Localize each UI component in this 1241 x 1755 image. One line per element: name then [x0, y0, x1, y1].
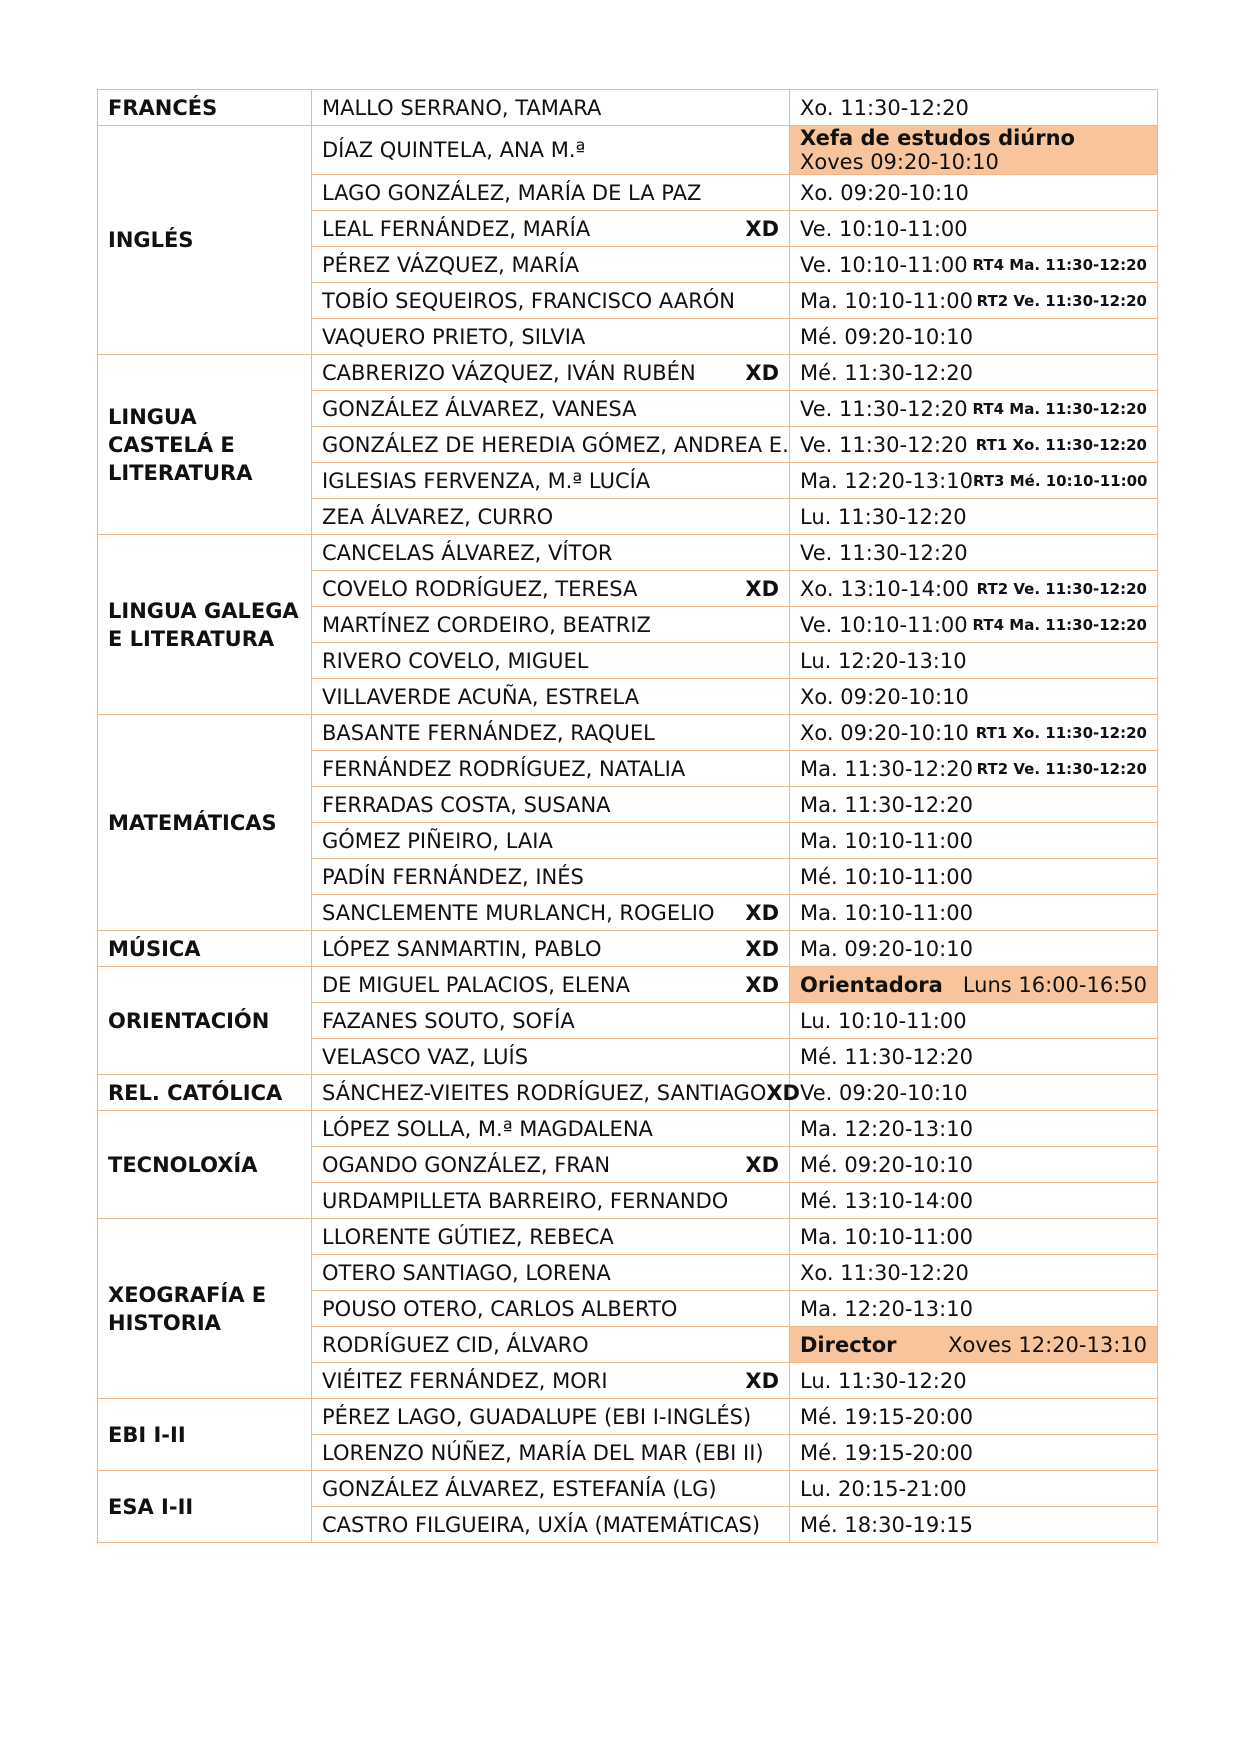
- xd-mark: XD: [745, 216, 779, 241]
- time-wrap: [800, 1225, 1147, 1249]
- teacher-name-wrap: [322, 253, 779, 277]
- teacher-name-wrap: [322, 1333, 779, 1357]
- time-wrap: [800, 1477, 1147, 1501]
- teacher-name-wrap: [322, 1153, 779, 1177]
- time-cell: [790, 1003, 1158, 1039]
- teacher-cell: [312, 126, 790, 175]
- subject-cell: FRANCÉS: [98, 90, 312, 126]
- time-wrap: [800, 829, 1147, 853]
- teacher-name-wrap: [322, 685, 779, 709]
- teacher-cell: [312, 823, 790, 859]
- teacher-name: LORENZO NÚÑEZ, MARÍA DEL MAR (EBI II): [322, 1440, 764, 1465]
- time-wrap: [800, 433, 1147, 457]
- xd-mark: XD: [745, 1368, 779, 1393]
- time-wrap: [800, 577, 1147, 601]
- attention-time: Lu. 10:10-11:00: [800, 1008, 967, 1033]
- time-wrap: [800, 1009, 1147, 1033]
- teacher-name-wrap: [322, 96, 779, 120]
- time-wrap: [800, 505, 1147, 529]
- time-cell: [790, 1219, 1158, 1255]
- teacher-name: RIVERO COVELO, MIGUEL: [322, 648, 589, 673]
- time-wrap: [800, 1297, 1147, 1321]
- time-cell: [790, 787, 1158, 823]
- teacher-name-wrap: [322, 138, 779, 162]
- attention-time: Ma. 10:10-11:00: [800, 1224, 973, 1249]
- time-wrap: [800, 96, 1147, 120]
- time-wrap: [800, 469, 1147, 493]
- xd-mark: XD: [745, 900, 779, 925]
- role-time: Xoves 12:20-13:10: [948, 1332, 1147, 1357]
- attention-time: Mé. 09:20-10:10: [800, 324, 974, 349]
- time-wrap: [800, 181, 1147, 205]
- teacher-name: LÓPEZ SANMARTIN, PABLO: [322, 936, 602, 961]
- time-cell: [790, 1291, 1158, 1327]
- subject-cell: REL. CATÓLICA: [98, 1075, 312, 1111]
- time-cell: [790, 499, 1158, 535]
- role-name: Orientadora: [800, 972, 943, 997]
- teacher-name-wrap: [322, 397, 779, 421]
- teacher-cell: [312, 1075, 800, 1111]
- teacher-cell: [312, 499, 790, 535]
- teacher-cell: [312, 319, 790, 355]
- subject-cell: MATEMÁTICAS: [98, 715, 312, 931]
- teacher-name-wrap: [322, 973, 779, 997]
- time-wrap: [800, 217, 1147, 241]
- rt-note: RT1 Xo. 11:30-12:20: [975, 435, 1147, 454]
- teacher-name: OGANDO GONZÁLEZ, FRAN: [322, 1152, 611, 1177]
- teacher-name: VAQUERO PRIETO, SILVIA: [322, 324, 586, 349]
- time-cell: [790, 319, 1158, 355]
- time-cell: [790, 1507, 1158, 1543]
- teacher-cell: [312, 571, 790, 607]
- time-wrap: [800, 325, 1147, 349]
- teacher-name: TOBÍO SEQUEIROS, FRANCISCO AARÓN: [322, 288, 736, 313]
- time-wrap: [800, 1081, 1147, 1105]
- teacher-cell: [312, 1363, 790, 1399]
- time-cell: [790, 1255, 1158, 1291]
- teacher-name-wrap: [322, 901, 779, 925]
- table-row: [98, 90, 1158, 126]
- teacher-name-wrap: [322, 1369, 779, 1393]
- subject-cell: LINGUA GALEGA E LITERATURA: [98, 535, 312, 715]
- table-row: [98, 535, 1158, 571]
- time-cell: [790, 427, 1158, 463]
- time-wrap: [800, 1153, 1147, 1177]
- teacher-name-wrap: [322, 613, 779, 637]
- teacher-cell: [312, 931, 790, 967]
- time-wrap: [800, 1369, 1147, 1393]
- teacher-name: GONZÁLEZ ÁLVAREZ, VANESA: [322, 396, 637, 421]
- table-row: [98, 355, 1158, 391]
- attention-time: Mé. 19:15-20:00: [800, 1404, 974, 1429]
- xd-mark: XD: [745, 936, 779, 961]
- teacher-name: DÍAZ QUINTELA, ANA M.ª: [322, 138, 586, 162]
- time-cell: [790, 571, 1158, 607]
- teacher-name: VILLAVERDE ACUÑA, ESTRELA: [322, 684, 640, 709]
- attention-time: Xo. 13:10-14:00: [800, 576, 969, 601]
- attention-time: Lu. 12:20-13:10: [800, 648, 967, 673]
- teacher-cell: [312, 1147, 790, 1183]
- time-cell: [790, 175, 1158, 211]
- teacher-name-wrap: [322, 1261, 779, 1285]
- time-wrap: [800, 541, 1147, 565]
- attention-time: Mé. 11:30-12:20: [800, 1044, 974, 1069]
- teacher-name-wrap: [322, 1477, 779, 1501]
- teacher-name-wrap: [322, 937, 779, 961]
- time-cell: [790, 1075, 1158, 1111]
- xd-mark: XD: [766, 1080, 800, 1105]
- time-cell: [790, 823, 1158, 859]
- teacher-cell: [312, 211, 790, 247]
- time-cell: [790, 1471, 1158, 1507]
- time-cell: [790, 391, 1158, 427]
- attention-time: Ma. 12:20-13:10: [800, 1116, 973, 1141]
- teacher-cell: [312, 1435, 790, 1471]
- teacher-name-wrap: [322, 361, 779, 385]
- teacher-name: MALLO SERRANO, TAMARA: [322, 95, 602, 120]
- attention-time: Ma. 09:20-10:10: [800, 936, 973, 961]
- time-cell: [790, 247, 1158, 283]
- time-cell: [790, 931, 1158, 967]
- teacher-name: CABRERIZO VÁZQUEZ, IVÁN RUBÉN: [322, 360, 696, 385]
- teacher-name: FERRADAS COSTA, SUSANA: [322, 792, 611, 817]
- teacher-name: ZEA ÁLVAREZ, CURRO: [322, 504, 554, 529]
- attention-time: Ma. 12:20-13:10: [800, 468, 973, 493]
- teacher-name-wrap: [322, 1189, 779, 1213]
- attention-time: Xo. 11:30-12:20: [800, 1260, 969, 1285]
- subject-cell: EBI I-II: [98, 1399, 312, 1471]
- subject-cell: ESA I-II: [98, 1471, 312, 1543]
- teacher-cell: [312, 607, 790, 643]
- teacher-cell: [312, 643, 790, 679]
- table-row: [98, 1471, 1158, 1507]
- teacher-name: COVELO RODRÍGUEZ, TERESA: [322, 576, 638, 601]
- teacher-name-wrap: [322, 1080, 800, 1105]
- teacher-cell: [312, 535, 790, 571]
- time-cell: [790, 895, 1158, 931]
- time-cell: [790, 283, 1158, 319]
- teacher-name: PÉREZ LAGO, GUADALUPE (EBI I-INGLÉS): [322, 1404, 752, 1429]
- rt-note: RT2 Ve. 11:30-12:20: [976, 579, 1147, 598]
- time-cell: [790, 715, 1158, 751]
- time-wrap: [800, 1261, 1147, 1285]
- attention-time: Lu. 11:30-12:20: [800, 1368, 967, 1393]
- time-cell: [790, 1039, 1158, 1075]
- time-cell: [790, 1147, 1158, 1183]
- attention-time: Ma. 11:30-12:20: [800, 756, 973, 781]
- role-time: Luns 16:00-16:50: [962, 972, 1147, 997]
- table-row: [98, 1219, 1158, 1255]
- time-cell: [790, 1183, 1158, 1219]
- teacher-cell: [312, 90, 790, 126]
- time-wrap: [800, 613, 1147, 637]
- teacher-cell: [312, 427, 790, 463]
- time-wrap: [800, 1405, 1147, 1429]
- attention-time: Lu. 11:30-12:20: [800, 504, 967, 529]
- attention-time: Ve. 10:10-11:00: [800, 252, 968, 277]
- teacher-name-wrap: [322, 1225, 779, 1249]
- xd-mark: XD: [745, 576, 779, 601]
- role-wrap: [800, 973, 1147, 997]
- time-wrap: [800, 289, 1147, 313]
- teacher-name-wrap: [322, 757, 779, 781]
- subject-cell: XEOGRAFÍA E HISTORIA: [98, 1219, 312, 1399]
- time-wrap: [800, 865, 1147, 889]
- teacher-name-wrap: [322, 432, 789, 457]
- teacher-name-wrap: [322, 289, 779, 313]
- role-time: Xoves 09:20-10:10: [800, 150, 999, 174]
- teacher-name-wrap: [322, 325, 779, 349]
- schedule-table: [97, 89, 1158, 1543]
- teacher-cell: [312, 175, 790, 211]
- teacher-name: PADÍN FERNÁNDEZ, INÉS: [322, 864, 584, 889]
- rt-note: RT4 Ma. 11:30-12:20: [972, 255, 1147, 274]
- teacher-name-wrap: [322, 793, 779, 817]
- teacher-name: IGLESIAS FERVENZA, M.ª LUCÍA: [322, 468, 651, 493]
- attention-time: Mé. 10:10-11:00: [800, 864, 974, 889]
- teacher-name: BASANTE FERNÁNDEZ, RAQUEL: [322, 720, 655, 745]
- teacher-cell: [312, 1399, 790, 1435]
- time-wrap: [800, 397, 1147, 421]
- teacher-name-wrap: [322, 217, 779, 241]
- role-name: Director: [800, 1332, 897, 1357]
- teacher-cell: [312, 1507, 790, 1543]
- teacher-name-wrap: [322, 1405, 779, 1429]
- xd-mark: XD: [745, 972, 779, 997]
- teacher-name: LLORENTE GÚTIEZ, REBECA: [322, 1224, 614, 1249]
- table-row: [98, 1111, 1158, 1147]
- role-cell: [790, 126, 1158, 175]
- rt-note: RT4 Ma. 11:30-12:20: [972, 615, 1147, 634]
- teacher-name-wrap: [322, 865, 779, 889]
- teacher-name-wrap: [322, 829, 779, 853]
- teacher-cell: [312, 715, 790, 751]
- teacher-name: DE MIGUEL PALACIOS, ELENA: [322, 972, 630, 997]
- teacher-cell: [312, 1471, 790, 1507]
- time-wrap: [800, 1045, 1147, 1069]
- time-wrap: [800, 793, 1147, 817]
- teacher-name: GONZÁLEZ ÁLVAREZ, ESTEFANÍA (LG): [322, 1476, 717, 1501]
- role-cell: [790, 1327, 1158, 1363]
- teacher-cell: [312, 679, 790, 715]
- time-wrap: [800, 649, 1147, 673]
- teacher-cell: [312, 283, 790, 319]
- time-cell: [790, 355, 1158, 391]
- teacher-name: GÓMEZ PIÑEIRO, LAIA: [322, 828, 553, 853]
- attention-time: Xo. 09:20-10:10: [800, 180, 969, 205]
- teacher-name: SANCLEMENTE MURLANCH, ROGELIO: [322, 900, 715, 925]
- teacher-name-wrap: [322, 1297, 779, 1321]
- teacher-name: URDAMPILLETA BARREIRO, FERNANDO: [322, 1188, 729, 1213]
- subject-cell: INGLÉS: [98, 126, 312, 355]
- table-row: [98, 715, 1158, 751]
- teacher-name: SÁNCHEZ-VIEITES RODRÍGUEZ, SANTIAGO: [322, 1080, 767, 1105]
- subject-cell: LINGUA CASTELÁ E LITERATURA: [98, 355, 312, 535]
- attention-time: Mé. 13:10-14:00: [800, 1188, 974, 1213]
- attention-time: Ma. 10:10-11:00: [800, 828, 973, 853]
- table-row: [98, 967, 1158, 1003]
- teacher-name-wrap: [322, 577, 779, 601]
- attention-time: Ve. 10:10-11:00: [800, 216, 968, 241]
- teacher-name: VIÉITEZ FERNÁNDEZ, MORI: [322, 1368, 608, 1393]
- teacher-cell: [312, 1111, 790, 1147]
- teacher-name: GONZÁLEZ DE HEREDIA GÓMEZ, ANDREA E.: [322, 432, 789, 457]
- role-wrap: [800, 1333, 1147, 1357]
- rt-note: RT1 Xo. 11:30-12:20: [975, 723, 1147, 742]
- time-wrap: [800, 361, 1147, 385]
- teacher-name-wrap: [322, 1117, 779, 1141]
- attention-time: Mé. 18:30-19:15: [800, 1512, 974, 1537]
- teacher-cell: [312, 751, 790, 787]
- time-cell: [790, 1363, 1158, 1399]
- attention-time: Ma. 11:30-12:20: [800, 792, 973, 817]
- teacher-name-wrap: [322, 505, 779, 529]
- table-row: [98, 126, 1158, 175]
- teacher-cell: [312, 1183, 790, 1219]
- time-wrap: [800, 757, 1147, 781]
- teacher-name: PÉREZ VÁZQUEZ, MARÍA: [322, 252, 580, 277]
- teacher-cell: [312, 1039, 790, 1075]
- teacher-name: MARTÍNEZ CORDEIRO, BEATRIZ: [322, 612, 651, 637]
- teacher-cell: [312, 355, 790, 391]
- attention-time: Mé. 09:20-10:10: [800, 1152, 974, 1177]
- attention-time: Mé. 19:15-20:00: [800, 1440, 974, 1465]
- attention-time: Ve. 10:10-11:00: [800, 612, 968, 637]
- teacher-name-wrap: [322, 469, 779, 493]
- teacher-name-wrap: [322, 181, 779, 205]
- teacher-cell: [312, 463, 790, 499]
- time-cell: [790, 535, 1158, 571]
- time-wrap: [800, 937, 1147, 961]
- time-cell: [790, 1111, 1158, 1147]
- time-cell: [790, 859, 1158, 895]
- table-row: [98, 931, 1158, 967]
- attention-time: Ve. 09:20-10:10: [800, 1080, 968, 1105]
- teacher-name: CASTRO FILGUEIRA, UXÍA (MATEMÁTICAS): [322, 1512, 761, 1537]
- attention-time: Mé. 11:30-12:20: [800, 360, 974, 385]
- time-wrap: [800, 1513, 1147, 1537]
- teacher-name-wrap: [322, 721, 779, 745]
- teacher-name: OTERO SANTIAGO, LORENA: [322, 1260, 611, 1285]
- teacher-name: CANCELAS ÁLVAREZ, VÍTOR: [322, 540, 613, 565]
- attention-time: Xo. 11:30-12:20: [800, 95, 969, 120]
- time-wrap: [800, 1189, 1147, 1213]
- teacher-name-wrap: [322, 1009, 779, 1033]
- time-wrap: [800, 1117, 1147, 1141]
- teacher-name: VELASCO VAZ, LUÍS: [322, 1044, 529, 1069]
- time-cell: [790, 643, 1158, 679]
- teacher-cell: [312, 859, 790, 895]
- attention-time: Ma. 10:10-11:00: [800, 900, 973, 925]
- teacher-name: LÓPEZ SOLLA, M.ª MAGDALENA: [322, 1116, 653, 1141]
- teacher-name: LEAL FERNÁNDEZ, MARÍA: [322, 216, 591, 241]
- teacher-cell: [312, 1003, 790, 1039]
- teacher-name: RODRÍGUEZ CID, ÁLVARO: [322, 1332, 589, 1357]
- teacher-cell: [312, 787, 790, 823]
- role-name: Xefa de estudos diúrno: [800, 126, 1075, 150]
- teacher-cell: [312, 1291, 790, 1327]
- time-cell: [790, 211, 1158, 247]
- time-cell: [790, 607, 1158, 643]
- role-cell: [790, 967, 1158, 1003]
- teacher-cell: [312, 391, 790, 427]
- time-wrap: [800, 253, 1147, 277]
- time-cell: [790, 463, 1158, 499]
- attention-time: Ma. 10:10-11:00: [800, 288, 973, 313]
- time-wrap: [800, 1441, 1147, 1465]
- time-wrap: [800, 901, 1147, 925]
- teacher-name-wrap: [322, 649, 779, 673]
- time-cell: [790, 679, 1158, 715]
- teacher-name-wrap: [322, 541, 779, 565]
- teacher-cell: [312, 1327, 790, 1363]
- rt-note: RT2 Ve. 11:30-12:20: [976, 759, 1147, 778]
- xd-mark: XD: [745, 1152, 779, 1177]
- schedule-body: [98, 90, 1158, 1543]
- teacher-cell: [312, 895, 790, 931]
- subject-cell: MÚSICA: [98, 931, 312, 967]
- rt-note: RT3 Mé. 10:10-11:00: [972, 471, 1148, 490]
- teacher-cell: [312, 247, 790, 283]
- subject-cell: TECNOLOXÍA: [98, 1111, 312, 1219]
- teacher-cell: [312, 1219, 790, 1255]
- teacher-name-wrap: [322, 1513, 779, 1537]
- teacher-name-wrap: [322, 1441, 779, 1465]
- time-cell: [790, 1435, 1158, 1471]
- attention-time: Ve. 11:30-12:20: [800, 396, 968, 421]
- time-wrap: [800, 721, 1147, 745]
- time-wrap: [800, 685, 1147, 709]
- subject-cell: ORIENTACIÓN: [98, 967, 312, 1075]
- teacher-name: LAGO GONZÁLEZ, MARÍA DE LA PAZ: [322, 180, 702, 205]
- teacher-name: FAZANES SOUTO, SOFÍA: [322, 1008, 575, 1033]
- teacher-name-wrap: [322, 1045, 779, 1069]
- teacher-cell: [312, 1255, 790, 1291]
- attention-time: Ve. 11:30-12:20: [800, 540, 968, 565]
- table-row: [98, 1399, 1158, 1435]
- time-cell: [790, 90, 1158, 126]
- rt-note: RT4 Ma. 11:30-12:20: [972, 399, 1147, 418]
- attention-time: Xo. 09:20-10:10: [800, 684, 969, 709]
- attention-time: Lu. 20:15-21:00: [800, 1476, 967, 1501]
- table-row: [98, 1075, 1158, 1111]
- teacher-name: POUSO OTERO, CARLOS ALBERTO: [322, 1296, 678, 1321]
- attention-time: Ma. 12:20-13:10: [800, 1296, 973, 1321]
- attention-time: Ve. 11:30-12:20: [800, 432, 968, 457]
- xd-mark: XD: [745, 360, 779, 385]
- time-cell: [790, 1399, 1158, 1435]
- teacher-name: FERNÁNDEZ RODRÍGUEZ, NATALIA: [322, 756, 686, 781]
- rt-note: RT2 Ve. 11:30-12:20: [976, 291, 1147, 310]
- attention-time: Xo. 09:20-10:10: [800, 720, 969, 745]
- time-cell: [790, 751, 1158, 787]
- teacher-cell: [312, 967, 790, 1003]
